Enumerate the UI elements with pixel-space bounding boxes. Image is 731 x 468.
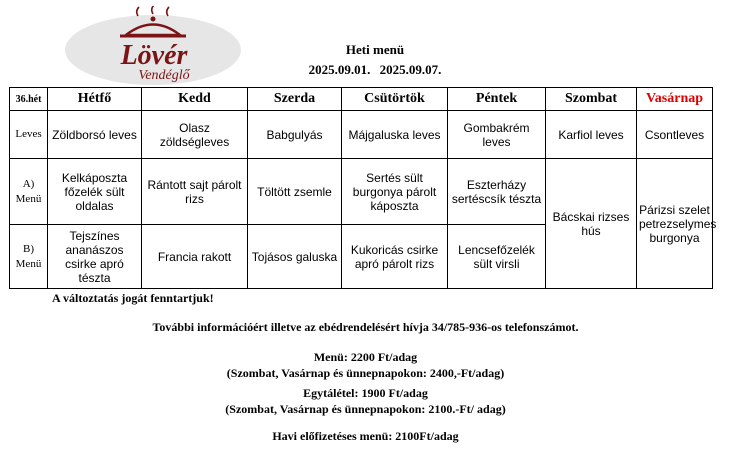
row-label-menu-a (10, 159, 48, 225)
soup-monday: Zöldborsó leves (48, 111, 142, 159)
weekend-saturday: Bácskai rizses hús (546, 159, 637, 289)
soup-tuesday: Olasz zöldségleves (142, 111, 248, 159)
day-header-friday: Péntek (448, 88, 546, 111)
menu-a-monday: Kelkáposzta főzelék sült oldalas (48, 159, 142, 225)
menu-a-tuesday: Rántott sajt párolt rizs (142, 159, 248, 225)
day-header-thursday: Csütörtök (342, 88, 448, 111)
day-header-tuesday: Kedd (142, 88, 248, 111)
restaurant-logo (64, 6, 242, 86)
soup-wednesday: Babgulyás (248, 111, 342, 159)
row-label-menu-b (10, 225, 48, 289)
menu-title: Heti menü (345, 42, 405, 57)
menu-b-wednesday: Tojásos galuska (248, 225, 342, 289)
week-number: 36.hét (10, 88, 48, 111)
page-title (290, 40, 460, 80)
day-header-saturday: Szombat (546, 88, 637, 111)
row-label-menu-a-letter: A) (22, 177, 35, 190)
menu-price: Menü: 2200 Ft/adag (313, 350, 418, 364)
soup-row (10, 111, 713, 159)
row-label-menu-b-text: Menü (15, 257, 42, 270)
menu-a-row (10, 159, 713, 225)
soup-sunday: Csontleves (637, 111, 713, 159)
menu-b-tuesday: Francia rakott (142, 225, 248, 289)
date-to: 2025.09.07. (379, 62, 442, 77)
date-range (290, 60, 460, 80)
disclaimer: A változtatás jogát fenntartjuk! (52, 291, 214, 305)
menu-b-friday: Lencsefőzelék sült virsli (448, 225, 546, 289)
weekend-sunday: Párizsi szelet petrezselymes burgonya (637, 159, 713, 289)
menu-b-monday: Tejszínes ananászos csirke apró tészta (48, 225, 142, 289)
date-from: 2025.09.01. (308, 62, 371, 77)
contact-info: További információért illetve az ebédrendelésért hívja 34/785-936-os telefonszámot. (152, 320, 579, 334)
row-label-menu-b-letter: B) (23, 242, 34, 255)
subscription-price: Havi előfizetéses menü: 2100Ft/adag (272, 429, 459, 443)
menu-a-wednesday: Töltött zsemle (248, 159, 342, 225)
soup-thursday: Májgaluska leves (342, 111, 448, 159)
day-header-wednesday: Szerda (248, 88, 342, 111)
row-label-menu-a-text: Menü (15, 192, 42, 205)
single-dish-price: Egytálétel: 1900 Ft/adag (303, 386, 428, 400)
row-label-soup: Leves (10, 111, 48, 159)
menu-b-thursday: Kukoricás csirke apró párolt rizs (342, 225, 448, 289)
menu-a-friday: Eszterházy sertéscsík tészta (448, 159, 546, 225)
day-header-monday: Hétfő (48, 88, 142, 111)
header-row (10, 88, 713, 111)
logo-main-text: Lövér (120, 40, 188, 71)
single-dish-weekend-price: (Szombat, Vasárnap és ünnepnapokon: 2100.-Ft/ adag) (225, 402, 506, 416)
logo-sub-text: Vendéglő (138, 68, 190, 83)
day-header-sunday: Vasárnap (637, 88, 713, 111)
weekly-menu-table (9, 87, 717, 289)
menu-a-thursday: Sertés sült burgonya párolt káposzta (342, 159, 448, 225)
soup-friday: Gombakrém leves (448, 111, 546, 159)
soup-saturday: Karfiol leves (546, 111, 637, 159)
menu-weekend-price: (Szombat, Vasárnap és ünnepnapokon: 2400,-Ft/adag) (226, 366, 505, 380)
